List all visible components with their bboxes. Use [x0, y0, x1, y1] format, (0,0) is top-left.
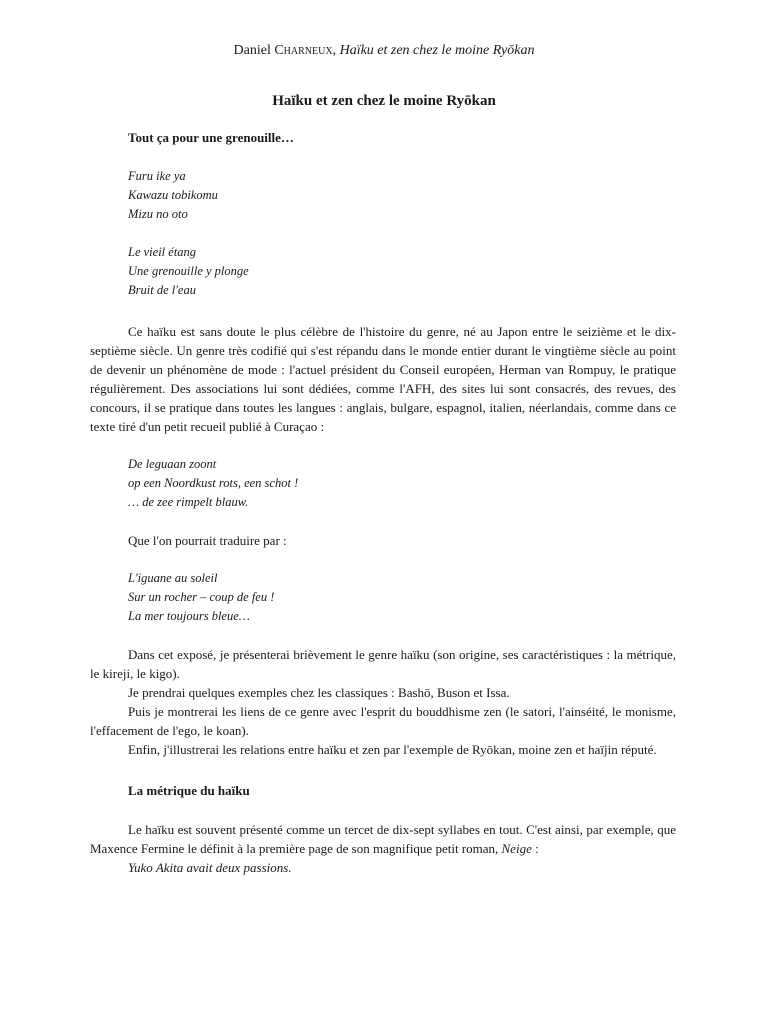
- poem-line: Une grenouille y plonge: [128, 264, 249, 278]
- book-title-neige: Neige: [501, 841, 532, 856]
- poem-line: Furu ike ya: [128, 169, 186, 183]
- poem-french: [128, 243, 676, 300]
- header-author-last: Charneux: [274, 43, 333, 58]
- poem-japanese: [128, 167, 676, 224]
- paragraph-translate-intro: Que l'on pourrait traduire par :: [128, 533, 287, 548]
- section-heading-metrique: La métrique du haïku: [128, 783, 250, 798]
- poem-line: Mizu no oto: [128, 207, 188, 221]
- poem-line: De leguaan zoont: [128, 457, 217, 471]
- paragraph-ryokan: Enfin, j'illustrerai les relations entre haïku et zen par l'exemple de Ryōkan, moine zen et haïjin réputé.: [128, 742, 657, 757]
- poem-dutch: [128, 455, 676, 512]
- paragraph-metrique: [90, 820, 676, 858]
- header-work-title: Haïku et zen chez le moine Ryōkan: [339, 43, 535, 58]
- poem-line: … de zee rimpelt blauw.: [128, 495, 249, 509]
- paragraph-intro: Ce haïku est sans doute le plus célèbre de l'histoire du genre, né au Japon entre le seizième et le dix-septième siècle. Un genre très codifié qui s'est répandu dans le monde entier durant le vingtième siècle au point de devenir un phénomène de mode : l'actuel président du Conseil européen, Herman van Rompuy, le pratique régulièrement. Des associations lui sont dédiées, comme l'AFH, des sites lui sont consacrés, des revues, des concours, il se pratique dans toutes les langues : anglais, bulgare, espagnol, italien, néerlandais, comme dans ce texte tiré d'un petit recueil publié à Curaçao :: [90, 324, 676, 434]
- paragraph-expose: Dans cet exposé, je présenterai brièvement le genre haïku (son origine, ses caractéristiques : la métrique, le kireji, le kigo).: [90, 647, 676, 681]
- poem-line: La mer toujours bleue…: [128, 609, 250, 623]
- paragraph-zen: Puis je montrerai les liens de ce genre avec l'esprit du bouddhisme zen (le satori, l'ainséité, le monisme, l'effacement de l'ego, le koan).: [90, 704, 676, 738]
- header-separator: ,: [332, 43, 340, 58]
- poem-line: Sur un rocher – coup de feu !: [128, 590, 275, 604]
- paragraph-metrique-end: :: [531, 841, 539, 856]
- poem-line: Bruit de l'eau: [128, 283, 196, 297]
- section-heading-grenouille: Tout ça pour une grenouille…: [128, 130, 294, 145]
- header-author-first: Daniel: [233, 43, 275, 58]
- document-body: [90, 128, 676, 877]
- paragraph-classiques: Je prendrai quelques exemples chez les classiques : Bashō, Buson et Issa.: [128, 685, 510, 700]
- poem-line: op een Noordkust rots, een schot !: [128, 476, 299, 490]
- poem-line: Kawazu tobikomu: [128, 188, 218, 202]
- poem-translation: [128, 569, 676, 626]
- poem-line: Le vieil étang: [128, 245, 197, 259]
- paragraph-metrique-text: Le haïku est souvent présenté comme un tercet de dix-sept syllabes en tout. C'est ainsi, par exemple, que Maxence Fermine le définit à la première page de son magnifique petit roman,: [90, 822, 676, 856]
- quote-yuko: Yuko Akita avait deux passions.: [128, 860, 292, 875]
- poem-line: L'iguane au soleil: [128, 571, 218, 585]
- running-header: [0, 42, 768, 60]
- page-title: Haïku et zen chez le moine Ryōkan: [272, 93, 496, 109]
